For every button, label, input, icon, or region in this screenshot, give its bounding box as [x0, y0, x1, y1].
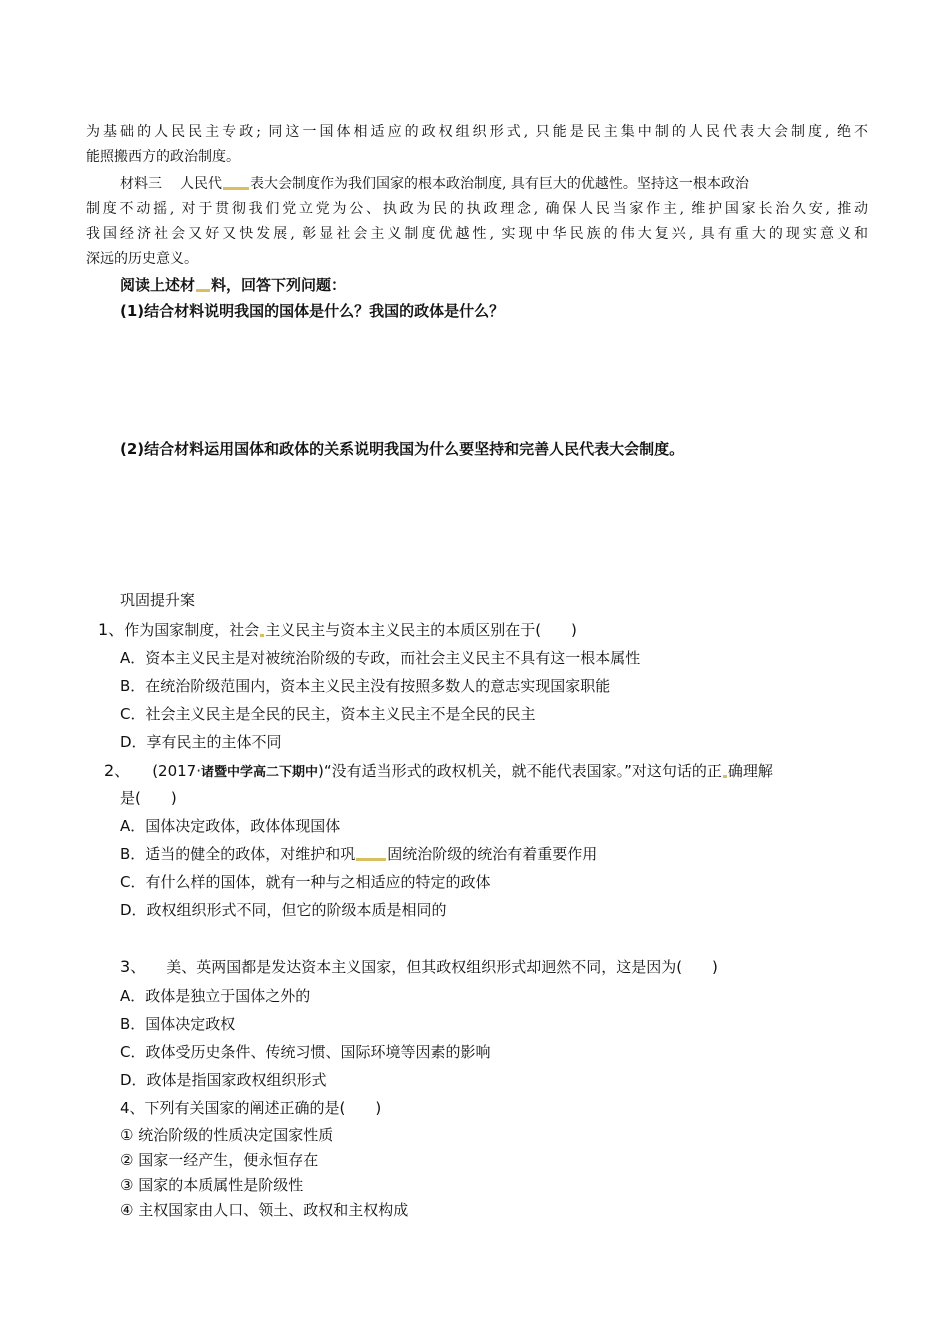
option-a: A．资本主义民主是对被统治阶级的专政，而社会主义民主不具有这一根本属性: [120, 649, 641, 667]
highlight-mark: [356, 858, 386, 861]
mc-question-1: [98, 619, 577, 641]
option-a: A．国体决定政体，政体体现国体: [120, 817, 341, 835]
statement-2: ② 国家一经产生，便永恒存在: [120, 1151, 319, 1169]
highlight-mark: [223, 187, 249, 190]
option-b: B．在统治阶级范围内，资本主义民主没有按照多数人的意志实现国家职能: [120, 677, 611, 695]
option-a: A．政体是独立于国体之外的: [120, 987, 311, 1005]
statement-3: ③ 国家的本质属性是阶级性: [120, 1176, 304, 1194]
question-stem-continued: 是( ): [120, 789, 177, 807]
question-stem: 下列有关国家的阐述正确的是( ): [144, 1099, 382, 1117]
material-line: 我国经济社会又好又快发展, 彰显社会主义制度优越性, 实现中华民族的伟大复兴, 具有重大的现实意义和: [86, 226, 868, 242]
option-d: D．政权组织形式不同，但它的阶级本质是相同的: [120, 901, 447, 919]
section-title: 巩固提升案: [120, 591, 196, 609]
material-line: 为基础的人民民主专政; 同这一国体相适应的政权组织形式, 只能是民主集中制的人民代表大会制度, 绝不: [86, 124, 868, 140]
material-line: 深远的历史意义。: [86, 251, 198, 267]
material-three-label: 材料三: [120, 176, 162, 192]
question-stem: 确理解: [727, 762, 773, 780]
question-one: (1)结合材料说明我国的国体是什么？我国的政体是什么？: [120, 302, 505, 320]
material-line: 制度不动摇, 对于贯彻我们党立党为公、执政为民的执政理念, 确保人民当家作主, 维护国家长治久安, 推动: [86, 201, 868, 217]
option-d: D．享有民主的主体不同: [120, 733, 282, 751]
highlight-mark: [723, 775, 727, 778]
option-c: C．社会主义民主是全民的民主，资本主义民主不是全民的民主: [120, 705, 536, 723]
option-b: [120, 843, 597, 865]
read-prompt: [120, 274, 346, 296]
mc-question-4: [120, 1097, 381, 1119]
option-c: C．有什么样的国体，就有一种与之相适应的特定的政体: [120, 873, 491, 891]
question-number: 4、: [120, 1099, 145, 1117]
highlight-mark: [260, 634, 264, 637]
question-stem: )“没有适当形式的政权机关，就不能代表国家。”对这句话的正: [318, 762, 722, 780]
question-stem: 美、英两国都是发达资本主义国家，但其政权组织形式却迥然不同，这是因为( ): [166, 958, 718, 976]
option-text: B．适当的健全的政体，对维护和巩: [120, 845, 356, 863]
question-stem: 作为国家制度，社会: [124, 621, 260, 639]
mc-question-3: [120, 956, 718, 978]
question-number: 3、: [120, 957, 147, 976]
option-d: D．政体是指国家政权组织形式: [120, 1071, 327, 1089]
read-prompt-text: 料，回答下列问题：: [211, 276, 347, 294]
material-text: 表大会制度作为我们国家的根本政治制度, 具有巨大的优越性。坚持这一根本政治: [250, 176, 749, 192]
mc-question-2: [104, 760, 773, 784]
statement-4: ④ 主权国家由人口、领土、政权和主权构成: [120, 1201, 409, 1219]
question-number: 1、: [98, 620, 125, 639]
option-c: C．政体受历史条件、传统习惯、国际环境等因素的影响: [120, 1043, 491, 1061]
material-three-line: [120, 173, 749, 195]
highlight-mark: [196, 289, 210, 292]
material-text: 人民代: [180, 176, 222, 192]
question-number: 2、: [104, 761, 131, 780]
read-prompt-text: 阅读上述材: [120, 276, 196, 294]
statement-1: ① 统治阶级的性质决定国家性质: [120, 1126, 334, 1144]
question-two: (2)结合材料运用国体和政体的关系说明我国为什么要坚持和完善人民代表大会制度。: [120, 440, 685, 458]
option-text: 固统治阶级的统治有着重要作用: [387, 845, 598, 863]
material-line: 能照搬西方的政治制度。: [86, 149, 240, 165]
question-stem: 主义民主与资本主义民主的本质区别在于( ): [265, 621, 577, 639]
option-b: B．国体决定政权: [120, 1015, 236, 1033]
question-year: (2017·: [152, 762, 201, 780]
question-source: 诸暨中学高二下期中: [200, 765, 318, 780]
